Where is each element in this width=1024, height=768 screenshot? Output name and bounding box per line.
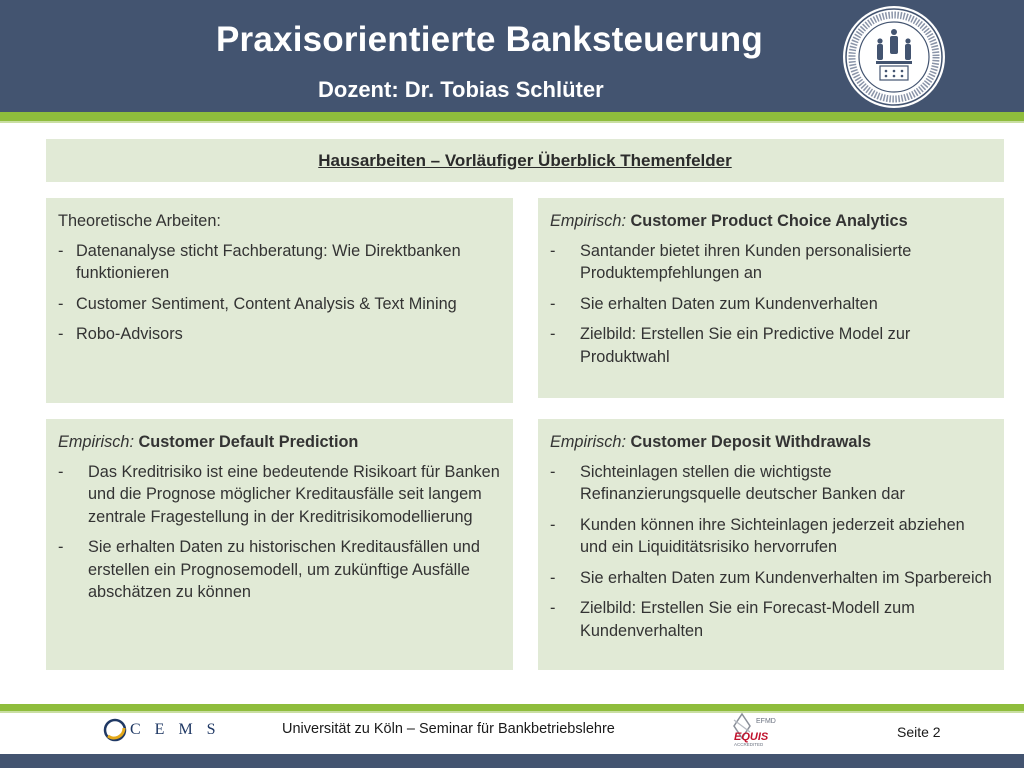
dash-bullet: - xyxy=(550,241,556,260)
list-item xyxy=(550,597,992,642)
default-prediction-box xyxy=(46,419,513,670)
dash-bullet: - xyxy=(550,462,556,481)
list-item xyxy=(550,461,992,506)
list-item xyxy=(58,240,501,285)
list-item-text: Sie erhalten Daten zum Kundenverhalten im Sparbereich xyxy=(580,568,992,587)
deposit-withdrawals-heading xyxy=(550,431,992,454)
list-item-text: Robo-Advisors xyxy=(76,325,183,343)
deposit-withdrawals-box xyxy=(538,419,1004,670)
lecturer-subtitle: Dozent: Dr. Tobias Schlüter xyxy=(318,77,604,102)
dash-bullet: - xyxy=(58,325,64,343)
footer-university: Universität zu Köln – Seminar für Bankbetriebslehre xyxy=(282,721,615,737)
list-item-text: Zielbild: Erstellen Sie ein Forecast-Modell zum Kundenverhalten xyxy=(580,599,915,640)
dash-bullet: - xyxy=(550,325,556,343)
dash-bullet: - xyxy=(550,515,556,534)
header-accent-line xyxy=(0,121,1024,123)
default-prediction-heading xyxy=(58,431,501,454)
empirical-prefix: Empirisch: xyxy=(58,433,134,451)
university-seal-logo xyxy=(842,5,946,109)
list-item xyxy=(550,514,992,559)
theoretical-topics-box xyxy=(46,198,513,403)
list-item xyxy=(58,293,501,316)
product-choice-list xyxy=(550,240,992,369)
list-item xyxy=(58,323,501,346)
list-item-text: Kunden können ihre Sichteinlagen jederzeit abziehen und ein Liquiditätsrisiko hervorrufen xyxy=(580,515,965,556)
dash-bullet: - xyxy=(550,599,556,617)
dash-bullet: - xyxy=(550,294,556,313)
efmd-text: EFMD xyxy=(756,718,776,725)
topics-banner-title: Hausarbeiten – Vorläufiger Überblick Themenfelder xyxy=(318,150,732,170)
product-choice-heading xyxy=(550,210,992,233)
slide-title: Praxisorientierte Banksteuerung xyxy=(216,20,763,59)
dash-bullet: - xyxy=(58,241,64,260)
dash-bullet: - xyxy=(550,568,556,587)
equis-logo xyxy=(728,712,788,748)
footer-accent-band xyxy=(0,704,1024,711)
dash-bullet: - xyxy=(58,462,64,481)
empirical-prefix: Empirisch: xyxy=(550,212,626,230)
dash-bullet: - xyxy=(58,538,64,556)
list-item xyxy=(550,323,992,368)
list-item-text: Sie erhalten Daten zum Kundenverhalten xyxy=(580,294,878,313)
deposit-withdrawals-list xyxy=(550,461,992,643)
topic-title: Customer Product Choice Analytics xyxy=(630,212,908,230)
topic-title: Customer Deposit Withdrawals xyxy=(630,433,872,451)
topic-title: Customer Default Prediction xyxy=(138,433,359,451)
empirical-prefix: Empirisch: xyxy=(550,433,626,451)
cems-logo-text: C E M S xyxy=(130,721,221,738)
list-item-text: Zielbild: Erstellen Sie ein Predictive Model zur Produktwahl xyxy=(580,325,911,366)
header-bar xyxy=(0,0,1024,112)
dash-bullet: - xyxy=(58,294,64,313)
list-item xyxy=(58,461,501,529)
list-item xyxy=(550,240,992,285)
list-item-text: Das Kreditrisiko ist eine bedeutende Risikoart für Banken und die Prognose möglicher Kreditausfälle seit langem zentrale Fragestellung in der Kreditrisikomodellierung xyxy=(88,462,500,526)
product-choice-box xyxy=(538,198,1004,398)
list-item-text: Santander bietet ihren Kunden personalisierte Produktempfehlungen an xyxy=(580,241,912,282)
theoretical-list xyxy=(58,240,501,346)
list-item-text: Customer Sentiment, Content Analysis & Text Mining xyxy=(76,294,457,313)
list-item-text: Datenanalyse sticht Fachberatung: Wie Direktbanken funktionieren xyxy=(76,241,461,282)
theoretical-heading: Theoretische Arbeiten: xyxy=(58,212,221,230)
default-prediction-list xyxy=(58,461,501,604)
footer-accent-line xyxy=(0,711,1024,713)
list-item-text: Sie erhalten Daten zu historischen Kreditausfällen und erstellen ein Prognosemodell, um zukünftige Ausfälle abschätzen zu können xyxy=(88,538,480,601)
header-accent-band xyxy=(0,112,1024,121)
list-item xyxy=(550,567,992,590)
list-item xyxy=(58,536,501,604)
topics-banner xyxy=(46,139,1004,182)
footer-bar xyxy=(0,754,1024,768)
list-item-text: Sichteinlagen stellen die wichtigste Refinanzierungsquelle deutscher Banken dar xyxy=(580,462,905,503)
page-number: Seite 2 xyxy=(897,724,941,740)
equis-text: EQUIS xyxy=(734,731,769,743)
list-item xyxy=(550,293,992,316)
equis-accredited-text: ACCREDITED xyxy=(734,742,764,747)
